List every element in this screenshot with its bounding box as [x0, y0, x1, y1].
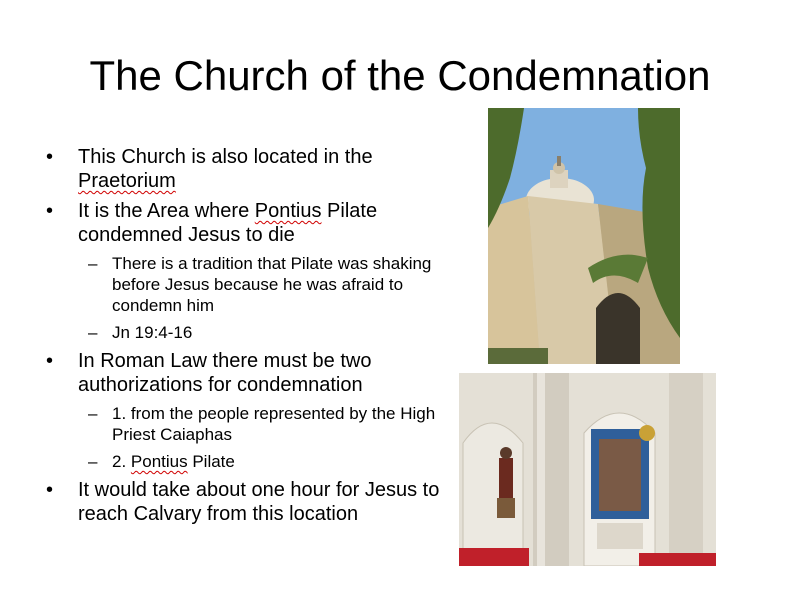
bullet-list — [40, 145, 440, 532]
bullet-3: • In Roman Law there must be two authorizations for condemnation — [40, 349, 440, 397]
bullet-1-text: This Church is also located in the — [78, 146, 373, 168]
church-interior-photo — [459, 373, 716, 566]
sub-bullet-3-2 — [40, 451, 440, 472]
sub-bullet-3-2-text-c: Pilate — [187, 452, 235, 471]
sub-bullet-2-1: – There is a tradition that Pilate was shaking before Jesus because he was afraid to condemn him — [40, 253, 440, 316]
sub-bullet-3-2-pontius: Pontius — [130, 452, 188, 471]
bullet-2-text-a: It is the Area where — [78, 200, 255, 222]
sub-bullet-3-2-text-a: 2. — [112, 452, 131, 471]
bullet-2-text-c: Pilate condemned Jesus to die — [78, 200, 378, 246]
church-exterior-photo — [488, 108, 680, 364]
slide-title: The Church of the Condemnation — [89, 52, 711, 99]
bullet-2 — [40, 199, 440, 247]
sub-bullet-2-2: – Jn 19:4-16 — [40, 322, 440, 343]
bullet-2-pontius: Pontius — [254, 200, 322, 222]
bullet-4: • It would take about one hour for Jesus to reach Calvary from this location — [40, 478, 440, 526]
bullet-1 — [40, 145, 440, 193]
sub-bullet-3-1: – 1. from the people represented by the High Priest Caiaphas — [40, 403, 440, 445]
bullet-1-praetorium: Praetorium — [78, 170, 176, 192]
